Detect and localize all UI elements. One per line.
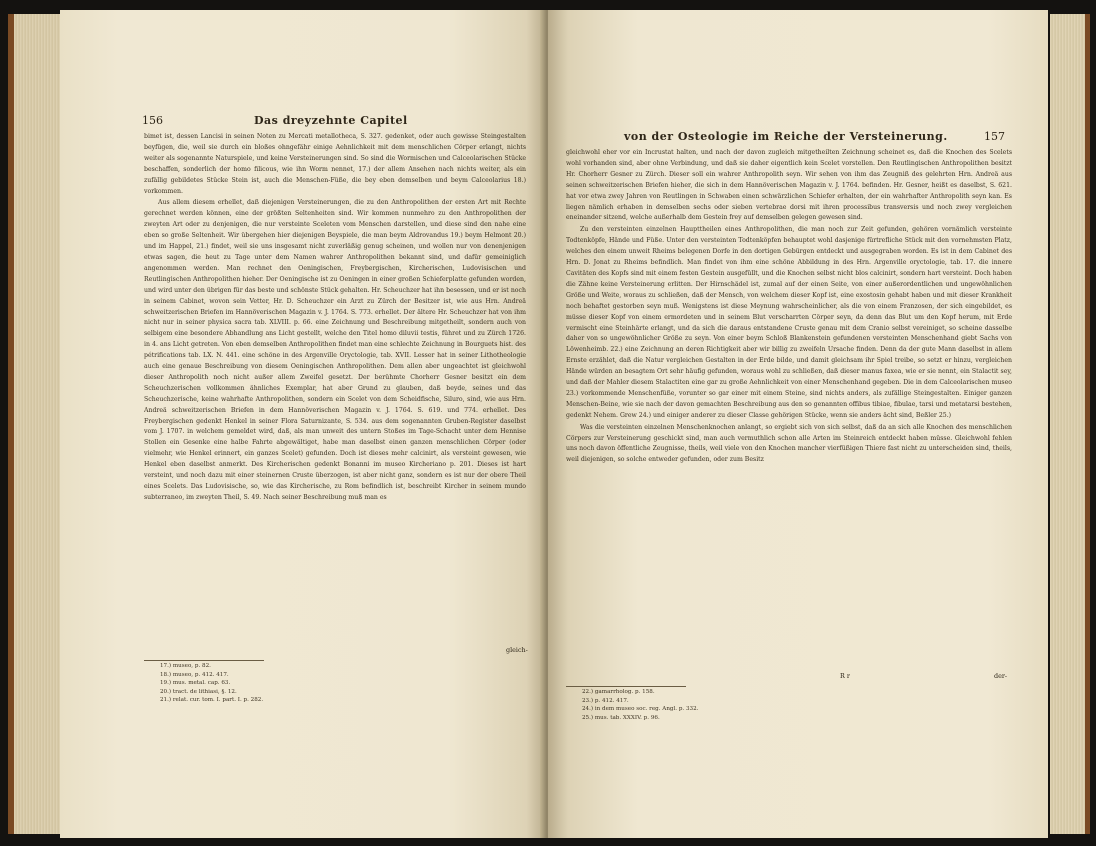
left-body-text [144, 132, 526, 646]
right-footnote: 22.) gamarrholog. p. 158. [582, 689, 655, 695]
right-paragraph-2: Zu den versteinten einzelnen Haupttheilen eines Anthropolithen, die man noch zur Zeit gefunden, gehören vornämlich versteinte Todtenköpfe, Hände und Füße. Unter den versteinten Todtenköpfen behauptet wohl dasjenige fürtrefliche Stück mit den vornehmsten Platz, welches den einem unweit Rheims belegenen Dorfe in den dortigen Gebürgen entdeckt und ausgegraben worden. Es ist in dem Cabinet des Hrn. D. Jonat zu Rheims befindlich. Man findet von ihm eine schöne Abbildung in des Hrn. Argenville oryctologie, tab. 17. die innere Cavitäten des Kopfs sind mit einem festen Gestein ausgefüllt, und die Knochen selbst nicht blos calcinirt, sondern hart versteint. Doch haben die Zähne keine Versteinerung erlitten. Der Hirnschädel ist, zumal auf der einen Seite, von einer außerordentlichen und ungewöhnlichen Größe und Weite, woraus zu schließen, daß der Mensch, von welchem dieser Kopf ist, eine exostosin gehabt haben und mit dieser Krankheit noch behaftet gestorben seyn muß. Wenigstens ist diese Meynung wahrscheinlicher, als die von einem Franzosen, der sich eingebildet, es müsse dieser Kopf von einem ermordeten und in seinem Blut verscharrten Cörper seyn, da denn das Blut um den Kopf herum, mit Erde vermischt eine Steinhärte erlangt, und da sich die daraus entstandene Cruste genau mit dem Cranio selbst vereiniget, so scheine dasselbe daher von so ungewöhnlicher Größe zu seyn. Von einer beym Schloß Blankenstein gefundenen versteinten Menschenhand giebt Sachs von Löwenheimb. 22.) eine Zeichnung an deren Richtigkeit aber wir billig zu zweifeln Ursache finden. Denn da der gute Mann daselbst in allem Ernste erzählet, daß die Natur vergleichen Gestalten in der Erde bilde, und damit gleichsam ihr Spiel treibe, so setzt er hinzu, vergleichen Hände würden an besagtem Ort sehr häufig gefunden, woraus wohl zu schließen, daß dieser manus faxea, wie er sie nennt, ein Stalactit sey, und daß der Mahler diesem Stalactiten eine gar zu große Aehnlichkeit von einer Menschenhand gegeben. Die in dem Calceolarischen museo 23.) vorkommende Menschenfüße, vorunter so gar einer mit einem Steine, sind nichts anders, als zufällige Steingestalten. Einiger ganzen Menschen-Beine, wie sie nach der davon gemachten Beschreibung aus den so genannten offibus tibiae, fibulae, tarsi und metatarsi bestehen, gedenkt Nehem. Grew 24.) und einiger anderer zu dieser Classe gehörigen Stücke, wenn sie anders ächt sind, Beßler 25.) [566, 226, 1012, 419]
left-paragraph-1: bimet ist, dessen Lancisi in seinen Noten zu Mercati metallotheca, S. 327. gedenket, oder auch gewisse Steingestalten beyfügen, die, weil sie durch ein bloßes ohngefähr einige Aehnlichkeit mit dem menschlichen Cörper erlangt, nichts weiter als sogenannte Naturspiele, und keine Versteinerungen sind. So sind die Wormischen und Calceolarischen Stücke beschaffen, sonderlich der homo filicous, wie ihn Worm nennet, 17.) der allem Ansehen nach nichts weiter, als ein zufällig gebildetes Stücke Stein ist, auch die Menschen-Füße, die bey eben demselben und beym Calceolarius 18.) vorkommen. [144, 133, 526, 195]
right-footnote: 24.) in dem museo soc. reg. Angl. p. 332. [582, 706, 699, 713]
left-footnote: 20.) tract. de lithiasi, §. 12. [160, 688, 237, 695]
right-page [548, 10, 1048, 838]
right-footnote: 25.) mus. tab. XXXIV. p. 96. [582, 714, 660, 721]
left-fore-edge [8, 14, 64, 834]
left-footnote-rule [144, 660, 264, 661]
right-footnote: 23.) p. 412. 417. [582, 697, 629, 704]
right-page-header [624, 130, 1014, 146]
right-body-text [566, 148, 1012, 672]
left-footnotes [160, 662, 460, 705]
right-page-number: 157 [984, 130, 1005, 143]
right-footnote-rule [566, 686, 686, 687]
right-paragraph-3: Was die versteinten einzelnen Menschenknochen anlangt, so ergiebt sich von sich selbst, daß da an sich alle Knochen des menschlichen Cörpers zur Versteinerung geschickt sind, man auch vermuthlich schon alle Arten im Steinreich entdeckt haben müsse. Gleichwohl fehlen uns noch davon öffentliche Zeugnisse, theils, weil viele von den Knochen mancher vierfüßigen Thiere fast nicht zu unterscheiden sind, theils, weil diejenigen, so solche entweder gefunden, oder zum Besitz [566, 423, 1012, 464]
left-footnote: 19.) mus. metal. cap. 63. [160, 680, 231, 687]
left-page [60, 10, 546, 838]
right-footnotes [582, 688, 882, 722]
right-fore-edge [1050, 14, 1090, 834]
signature-mark: R r [840, 672, 850, 680]
right-catchword: der- [994, 672, 1008, 680]
right-paragraph-1: gleichwohl eher vor ein Incrustat halten, und nach der davon zugleich mitgetheilten Zeichnung scheinet es, daß die Knochen des Scelets wohl vorhanden sind, aber ohne Verbindung, und daß sie daher eigentlich kein Scelet vorstellen. Den Reutlingischen Anthropolithen besitzt Hr. Chorherr Gesner zu Zürch. Dieser soll ein wahrer Anthropolith seyn. Wir sehen von ihm das Zeugniß des gelehrten Hrn. Andreä aus seinen schweitzerischen Briefen hieher, die sich in dem Hannöverischen Magazin v. J. 1764. befinden. Hr. Gesner, heißt es daselbst, S. 621. hat vor etwa zwey Jahren von Reutlingen in Schwaben einen schwärzlichen Schiefer erhalten, der ein wahrhafter Anthropolith seyn kan. Es liegen nämlich erhaben in demselben sechs oder sieben vertebrae dorsi mit ihren processibus transversis und noch zwey vergleichen eneinander sitzend, welche außerhalb dem Gestein frey auf demselben gelegen gewesen sind. [566, 149, 1012, 222]
left-footnote: 17.) museo, p. 82. [160, 663, 211, 669]
right-running-title: von der Osteologie im Reiche der Versteinerung. [624, 130, 948, 143]
left-page-number: 156 [142, 114, 163, 127]
left-paragraph-2: Aus allem diesem erhellet, daß diejenigen Versteinerungen, die zu den Anthropolithen der ersten Art mit Rechte gerechnet werden können, eine der größten Seltenheiten sind. Wir kommen nunmehro zu den Anthropolithen der zweyten Art oder zu denjenigen, die nur versteinte Sceleten vom Menschen darstellen, und diese sind den nahe eine eben so große Seltenheit. Wir übergehen hier diejenigen Beyspiele, die man beym Aldrovandus 19.) beym Helmont 20.) und im Happel, 21.) findet, weil sie uns insgesamt nicht zuverläßig genug scheinen, und wollen nur von denenjenigen etwas sagen, die heut zu Tage unter dem Namen wahrer Anthropolithen bekannt sind, und dafür gemeiniglich angenommen werden. Man rechnet den Oeningischen, Freybergischen, Kircherischen, Ludovisischen und Reutlingischen Anthropolithen hieher. Der Oeningische ist zu Oeningen in einer großen Schieferplatte gefunden worden, und wird unter den übrigen für das beste und schönste Stück gehalten. Hr. Scheuchzer hat ihn besessen, und er ist noch in seinem Cabinet, wovon sein Vetter, Hr. D. Scheuchzer ein Arzt zu Zürch der Besitzer ist, wie aus Hrn. Andreä schweitzerischen Briefen im Hannöverischen Magazin v. J. 1764. S. 773. erhellet. Der ältere Hr. Scheuchzer hat von ihm nicht nur in seiner physica sacra tab. XLVIII. p. 66. eine Zeichnung und Beschreibung mitgetheilt, sondern auch von selbigem eine besondere Abhandlung ans Licht gestellt, welche den Titel homo diluvii testis, führet und zu Zürch 1726. in 4. ans Licht getreten. Von eben demselben Anthropolithen findet man eine schlechte Zeichnung in Bourguets hist. des pétrifications tab. LX. N. 441. eine schöne in des Argenville Oryctologie, tab. XVII. Lesser hat in seiner Lithotheologie auch eine genaue Beschreibung von diesem Oeningischen Anthropolithen. Dem allen aber ungeachtet ist gleichwohl dieser Anthropolith noch nicht außer allem Zweifel gesetzt. Der berühmte Chorherr Gesner besitzt ein dem Scheuchzerischen vollkommen ähnliches Exemplar, hat aber Grund zu glauben, daß beyde, seines und das Scheuchzerische, keine wahrhafte Anthropolithen, sondern ein Scelet von dem Scheidfische, Siluro, sind, wie aus Hrn. Andreä schweitzerischen Briefen in dem Hannöverischen Magazin v. J. 1764. S. 619. und 774. erhellet. Des Freybergischen gedenkt Henkel in seiner Flora Saturnizante, S. 534. aus dem sogenannten Gruben-Register daselbst vom J. 1707. in welchem gemeldet wird, daß, als man unweit des untern Stoßes im Tage-Schacht unter dem Hennise Stollen ein Gesenke eine halbe Fahrte abgewältiget, habe man daselbst einen ganzen menschlichen Cörper (oder vielmehr, wie Henkel erinnert, ein ganzes Scelet) gefunden. Doch ist dieses mehr calcinirt, als versteint gewesen, wie Henkel eben daselbst anmerkt. Des Kircherischen gedenkt Bonanni im museo Kircheriano p. 201. Dieses ist hart versteint, und noch dazu mit einer steinernen Cruste überzogen, ist aber nicht ganz, sondern es ist nur der obere Theil eines Scelets. Das Ludovisische, so, wie das Kircherische, zu Rom befindlich ist, beschreibt Kircher in seinem mundo subterraneo, im zweyten Theil, S. 49. Nach seiner Beschreibung muß man es [144, 199, 526, 501]
left-running-title: Das dreyzehnte Capitel [254, 114, 408, 127]
left-footnote: 18.) museo, p. 412. 417. [160, 671, 229, 678]
left-catchword: gleich- [506, 646, 528, 654]
left-footnote: 21.) relat. cur. tom. I. part. I. p. 282. [160, 697, 264, 704]
left-page-header [142, 114, 522, 130]
